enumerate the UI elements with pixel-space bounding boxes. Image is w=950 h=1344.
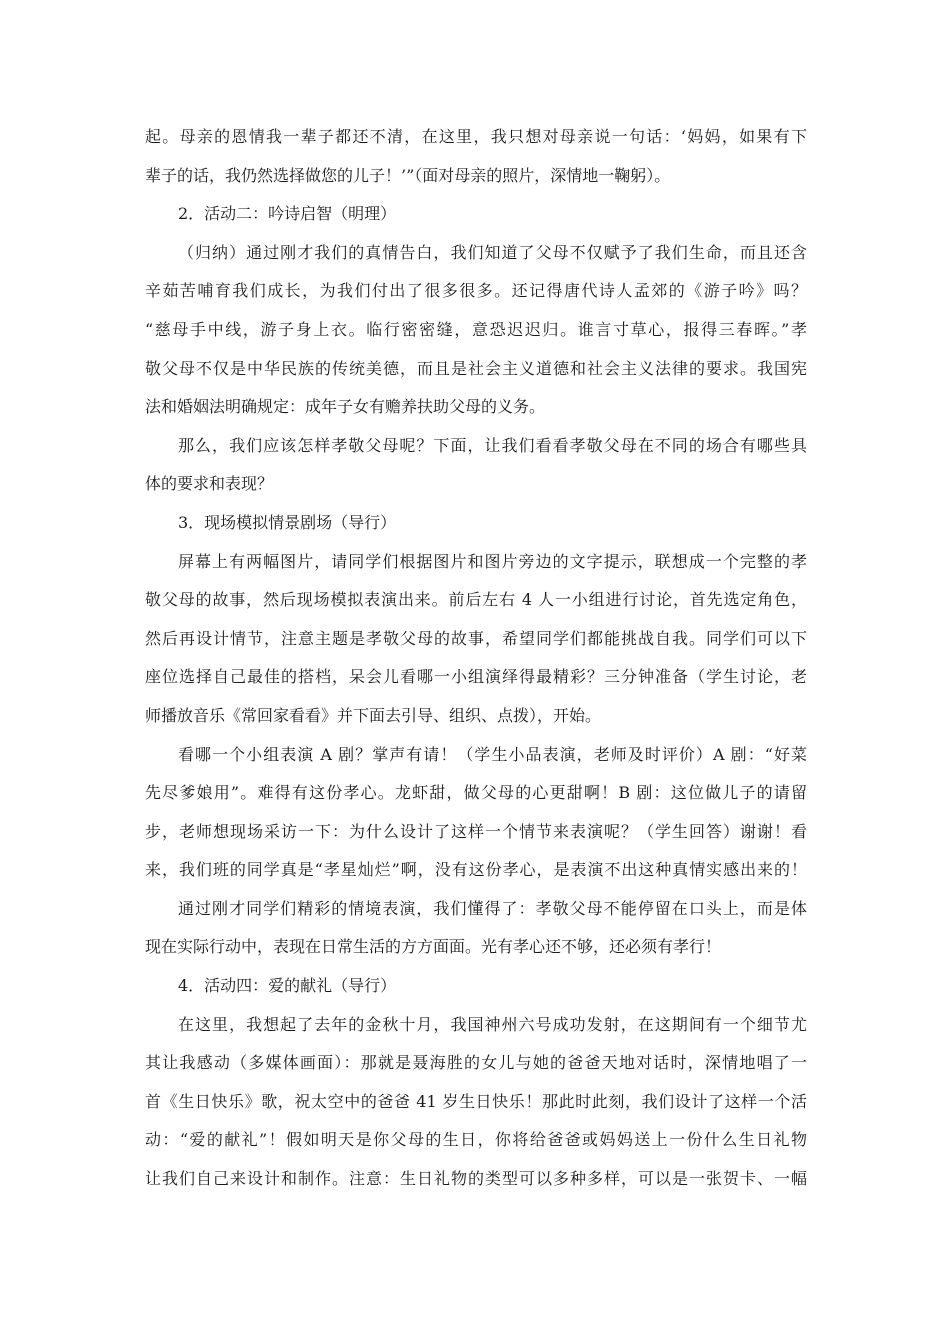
text-line: 屏幕上有两幅图片，请同学们根据图片和图片旁边的文字提示，联想成一个完整的孝 bbox=[178, 551, 807, 571]
text-line: 首《生日快乐》歌，祝太空中的爸爸 41 岁生日快乐！那此时此刻，我们设计了这样一个活 bbox=[145, 1091, 807, 1111]
text-line: 2．活动二：吟诗启智（明理） bbox=[178, 204, 397, 224]
text-line: 步，老师想现场采访一下：为什么设计了这样一个情节来表演呢？（学生回答）谢谢！看 bbox=[145, 821, 807, 841]
text-line: “慈母手中线，游子身上衣。临行密密缝，意恐迟迟归。谁言寸草心，报得三春晖。”孝 bbox=[145, 319, 807, 339]
text-line: 敬父母不仅是中华民族的传统美德，而且是社会主义道德和社会主义法律的要求。我国宪 bbox=[145, 358, 807, 378]
text-line: 让我们自己来设计和制作。注意：生日礼物的类型可以多种多样，可以是一张贺卡、一幅 bbox=[145, 1169, 807, 1189]
text-line: 其让我感动（多媒体画面）：那就是聂海胜的女儿与她的爸爸天地对话时，深情地唱了一 bbox=[145, 1053, 807, 1073]
text-line: 敬父母的故事，然后现场模拟表演出来。前后左右 4 人一小组进行讨论，首先选定角色， bbox=[145, 590, 807, 610]
text-line: 那么，我们应该怎样孝敬父母呢？下面，让我们看看孝敬父母在不同的场合有哪些具 bbox=[178, 435, 807, 455]
text-line: 座位选择自己最佳的搭档，呆会儿看哪一小组演绎得最精彩？三分钟准备（学生讨论，老 bbox=[145, 667, 807, 687]
text-line: 看哪一个小组表演 A 剧？掌声有请！（学生小品表演，老师及时评价）A 剧：“好菜 bbox=[178, 744, 807, 764]
text-line: （归纳）通过刚才我们的真情告白，我们知道了父母不仅赋予了我们生命，而且还含 bbox=[178, 242, 807, 262]
text-line: 师播放音乐《常回家看看》并下面去引导、组织、点拨），开始。 bbox=[145, 705, 602, 725]
text-line: 然后再设计情节，注意主题是孝敬父母的故事，希望同学们都能挑战自我。同学们可以下 bbox=[145, 628, 807, 648]
text-line: 动：“爱的献礼”！假如明天是你父母的生日，你将给爸爸或妈妈送上一份什么生日礼物 bbox=[145, 1130, 807, 1150]
text-line: 现在实际行动中，表现在日常生活的方方面面。光有孝心还不够，还必须有孝行！ bbox=[145, 937, 722, 957]
text-line: 来，我们班的同学真是“孝星灿烂”啊，没有这份孝心，是表演不出这种真情实感出来的！ bbox=[145, 860, 807, 880]
document-body bbox=[145, 118, 807, 1199]
text-line: 先尽爹娘用”。难得有这份孝心。龙虾甜，做父母的心更甜啊！B 剧：这位做儿子的请留 bbox=[145, 783, 807, 803]
text-line: 辛茹苦哺育我们成长，为我们付出了很多很多。还记得唐代诗人孟郊的《游子吟》吗？ bbox=[145, 281, 807, 301]
text-line: 辈子的话，我仍然选择做您的儿子！’”（面对母亲的照片，深情地一鞠躬）。 bbox=[145, 165, 671, 185]
text-line: 4．活动四：爱的献礼（导行） bbox=[178, 976, 397, 996]
text-line: 通过刚才同学们精彩的情境表演，我们懂得了：孝敬父母不能停留在口头上，而是体 bbox=[178, 898, 807, 918]
text-line: 3．现场模拟情景剧场（导行） bbox=[178, 512, 397, 532]
text-line: 起。母亲的恩情我一辈子都还不清，在这里，我只想对母亲说一句话：‘妈妈，如果有下 bbox=[145, 127, 807, 146]
text-line: 法和婚姻法明确规定：成年子女有赡养扶助父母的义务。 bbox=[145, 397, 546, 417]
text-line: 体的要求和表现？ bbox=[145, 474, 274, 494]
text-line: 在这里，我想起了去年的金秋十月，我国神州六号成功发射，在这期间有一个细节尤 bbox=[178, 1014, 807, 1034]
